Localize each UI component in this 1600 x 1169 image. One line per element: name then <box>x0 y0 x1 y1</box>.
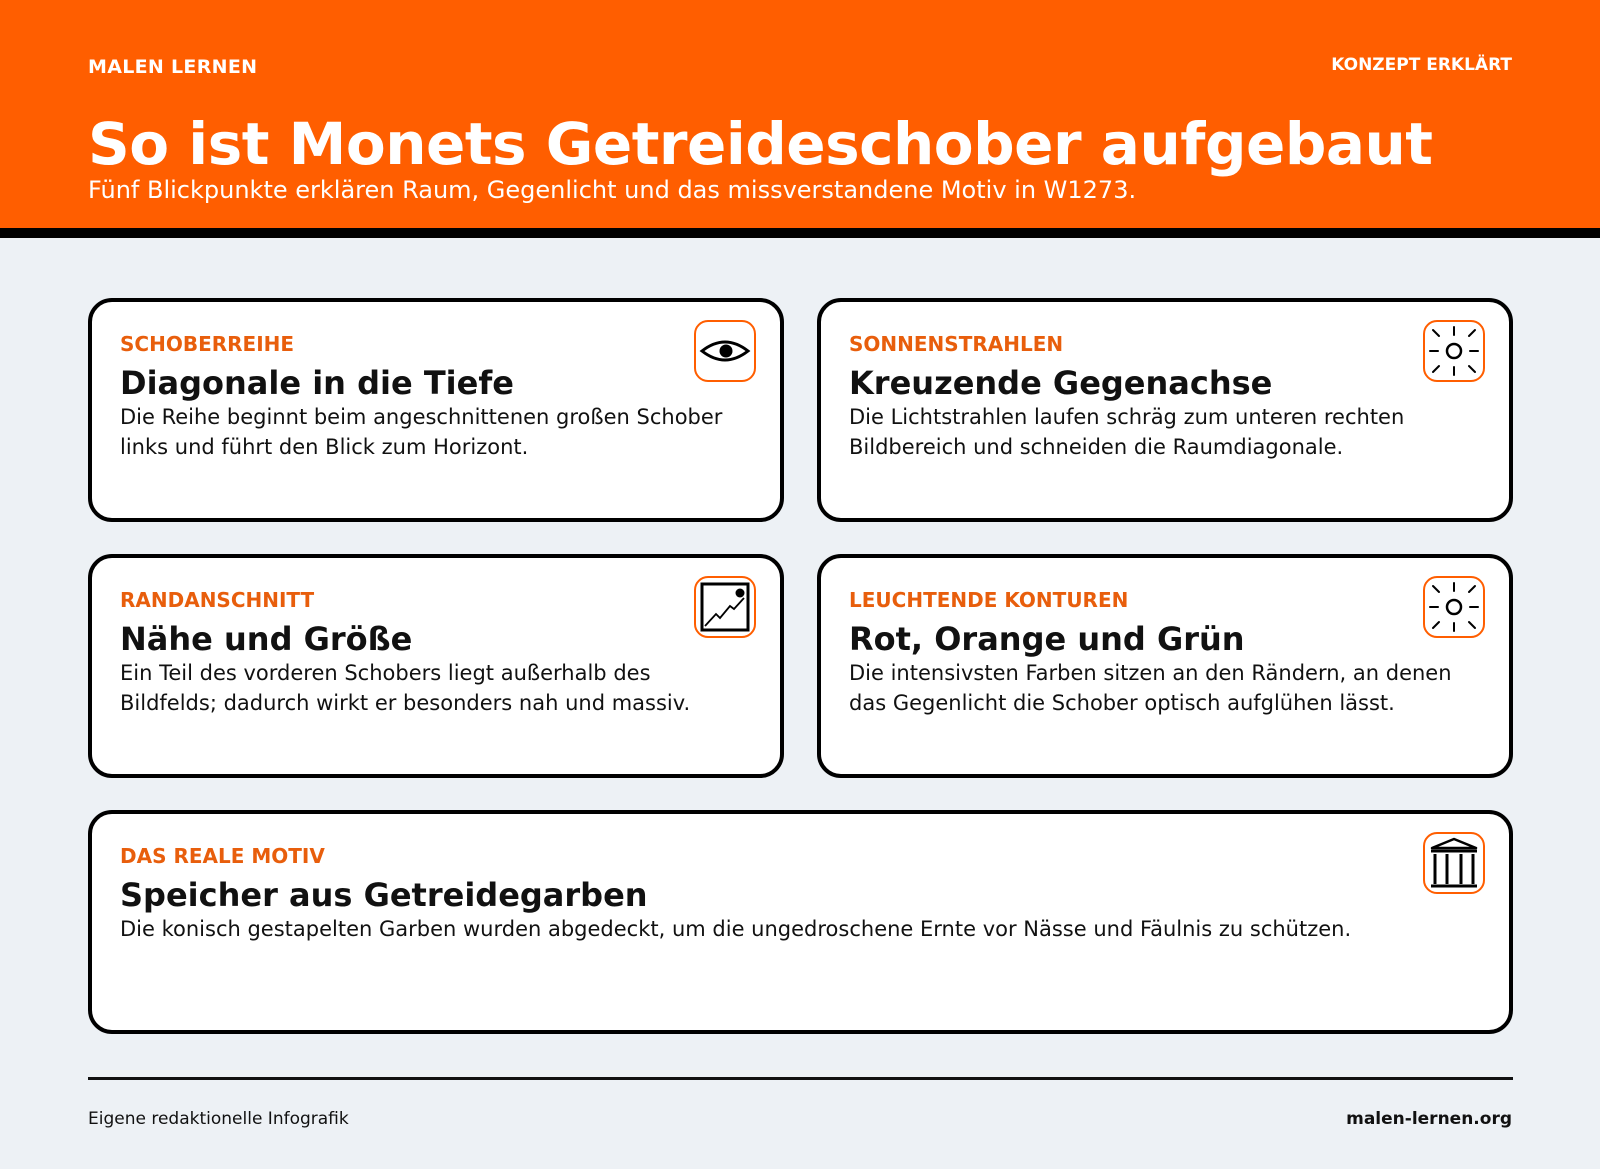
card-body: Die intensivsten Farben sitzen an den Rändern, an denen das Gegenlicht die Schober optisch aufglühen lässt. <box>849 661 1452 715</box>
page-title: So ist Monets Getreideschober aufgebaut <box>88 110 1433 178</box>
card-kicker: DAS REALE MOTIV <box>120 844 325 868</box>
footer-site-link[interactable]: malen-lernen.org <box>1346 1109 1512 1129</box>
card-title: Nähe und Größe <box>120 620 413 658</box>
brand-label[interactable]: MALEN LERNEN <box>88 56 258 78</box>
card-kicker: RANDANSCHNITT <box>120 588 315 612</box>
sun-icon <box>1423 320 1485 382</box>
page-subtitle: Fünf Blickpunkte erklären Raum, Gegenlicht und das missverstandene Motiv in W1273. <box>88 176 1137 204</box>
category-tag: KONZEPT ERKLÄRT <box>1331 55 1512 75</box>
card-title: Rot, Orange und Grün <box>849 620 1245 658</box>
card-schoberreihe <box>88 298 784 522</box>
card-title: Speicher aus Getreidegarben <box>120 876 648 914</box>
card-body: Die Reihe beginnt beim angeschnittenen großen Schober links und führt den Blick zum Horizont. <box>120 405 723 459</box>
granary-icon <box>1423 832 1485 894</box>
card-title: Kreuzende Gegenachse <box>849 364 1273 402</box>
eye-icon <box>694 320 756 382</box>
card-body: Ein Teil des vorderen Schobers liegt außerhalb des Bildfelds; dadurch wirkt er besonders nah und massiv. <box>120 661 691 715</box>
card-das-reale-motiv <box>88 810 1513 1034</box>
card-kicker: SCHOBERREIHE <box>120 332 295 356</box>
card-kicker: LEUCHTENDE KONTUREN <box>849 588 1129 612</box>
sun-icon <box>1423 576 1485 638</box>
card-sonnenstrahlen <box>817 298 1513 522</box>
footer-divider <box>88 1077 1513 1080</box>
card-body: Die konisch gestapelten Garben wurden abgedeckt, um die ungedroschene Ernte vor Nässe und Fäulnis zu schützen. <box>120 917 1352 941</box>
card-leuchtende-konturen <box>817 554 1513 778</box>
page-header <box>0 0 1600 238</box>
picture-icon <box>694 576 756 638</box>
card-kicker: SONNENSTRAHLEN <box>849 332 1064 356</box>
footer-credit: Eigene redaktionelle Infografik <box>88 1109 349 1129</box>
card-randanschnitt <box>88 554 784 778</box>
card-title: Diagonale in die Tiefe <box>120 364 514 402</box>
card-body: Die Lichtstrahlen laufen schräg zum unteren rechten Bildbereich und schneiden die Raumdiagonale. <box>849 405 1405 459</box>
